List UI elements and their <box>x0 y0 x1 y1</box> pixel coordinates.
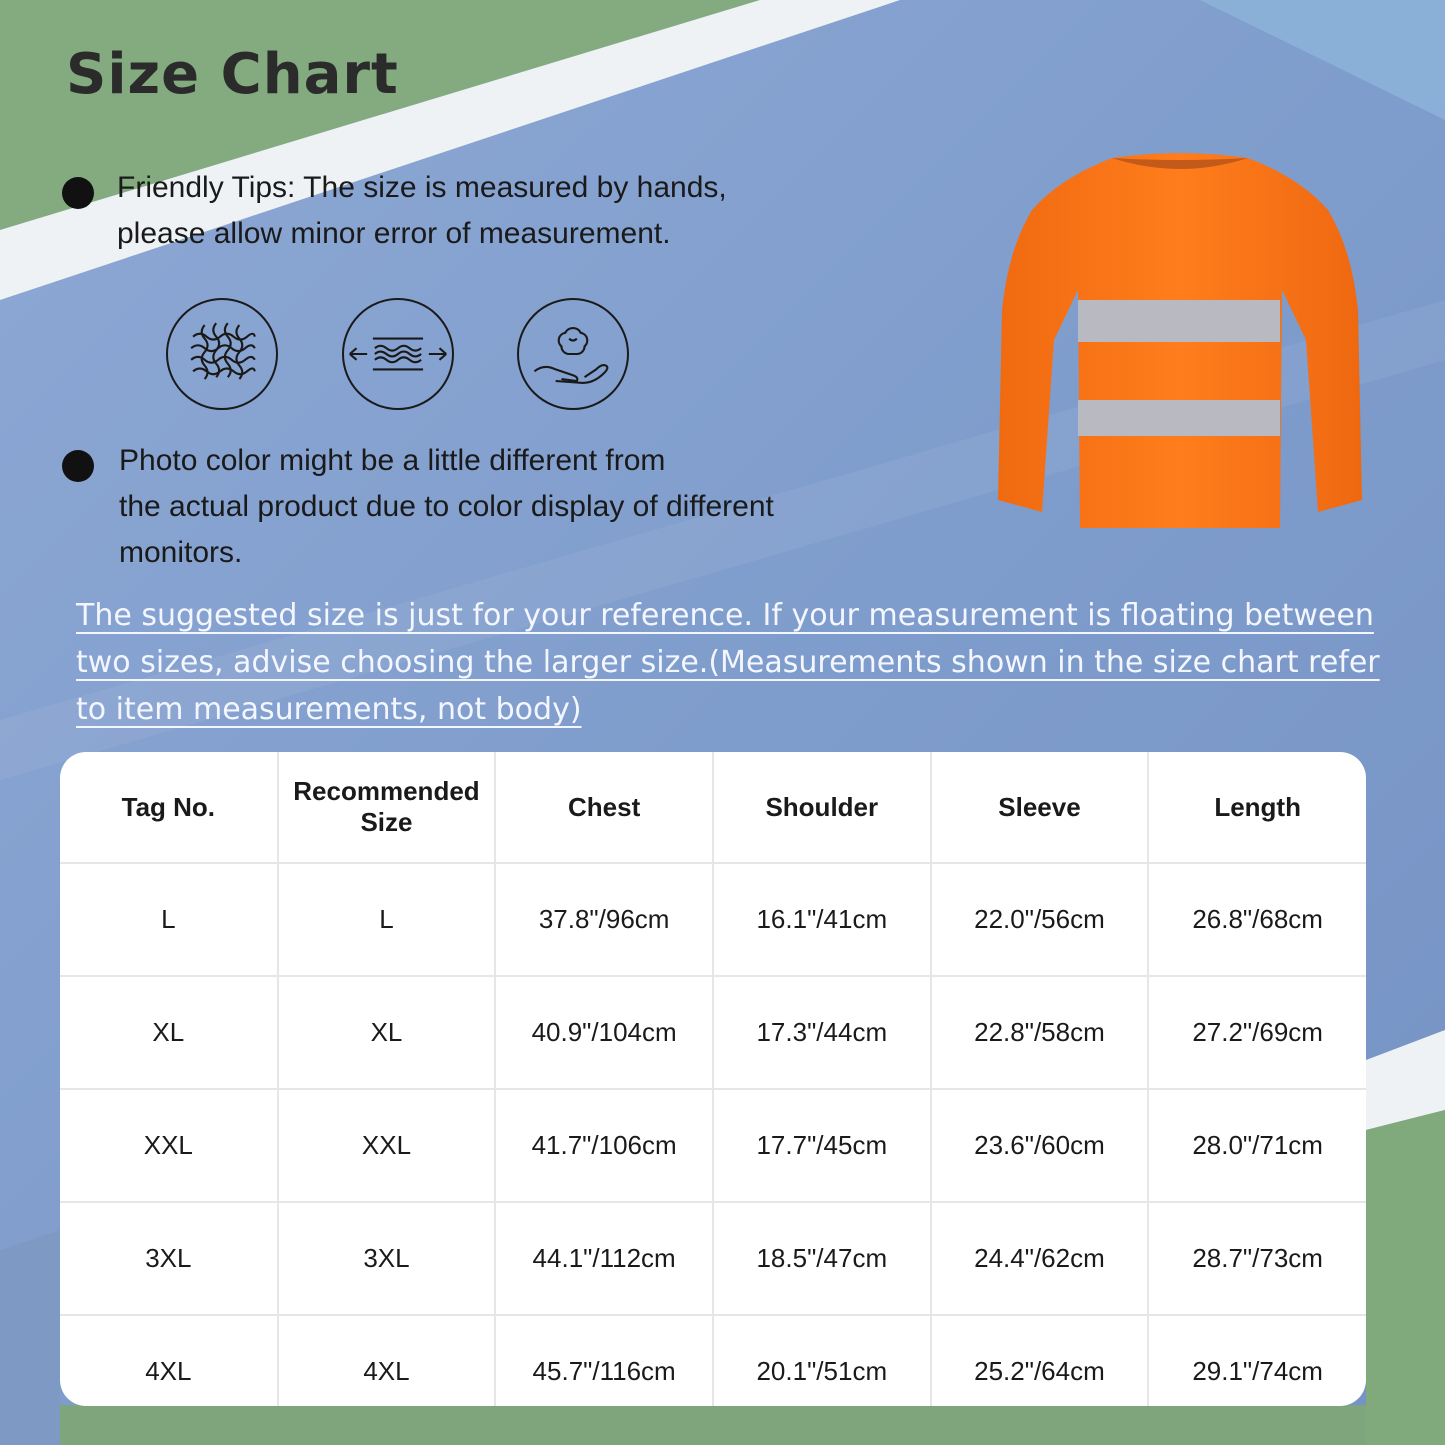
breathable-mesh-icon <box>166 298 278 410</box>
cell-chest: 44.1"/112cm <box>495 1202 713 1315</box>
cell-shoulder: 17.3"/44cm <box>713 976 931 1089</box>
cell-shoulder: 17.7"/45cm <box>713 1089 931 1202</box>
cell-chest: 41.7"/106cm <box>495 1089 713 1202</box>
tip-line: Friendly Tips: The size is measured by hands, <box>117 171 727 204</box>
cell-recommended-size: XL <box>278 976 496 1089</box>
header-length: Length <box>1148 752 1366 863</box>
header-chest: Chest <box>495 752 713 863</box>
table-row <box>60 976 1366 1089</box>
cell-shoulder: 16.1"/41cm <box>713 863 931 976</box>
cell-recommended-size: L <box>278 863 496 976</box>
cell-recommended-size: 4XL <box>278 1315 496 1406</box>
cell-sleeve: 22.8"/58cm <box>931 976 1149 1089</box>
stretch-fabric-icon <box>342 298 454 410</box>
cell-length: 28.0"/71cm <box>1148 1089 1366 1202</box>
bullet-icon <box>62 177 94 209</box>
header-recommended-size: Recommended Size <box>278 752 496 863</box>
header-sleeve: Sleeve <box>931 752 1149 863</box>
cell-shoulder: 18.5"/47cm <box>713 1202 931 1315</box>
cell-length: 28.7"/73cm <box>1148 1202 1366 1315</box>
size-table <box>60 752 1366 1406</box>
cell-recommended-size: XXL <box>278 1089 496 1202</box>
tip-line: monitors. <box>119 536 243 569</box>
table-row <box>60 863 1366 976</box>
cell-sleeve: 23.6"/60cm <box>931 1089 1149 1202</box>
cell-length: 29.1"/74cm <box>1148 1315 1366 1406</box>
cell-chest: 40.9"/104cm <box>495 976 713 1089</box>
cell-shoulder: 20.1"/51cm <box>713 1315 931 1406</box>
tip-line: Photo color might be a little different from <box>119 444 666 477</box>
table-row <box>60 1202 1366 1315</box>
product-shirt-image <box>980 140 1380 540</box>
cell-tag-no: XXL <box>60 1089 278 1202</box>
notice-line: two sizes, advise choosing the larger size.(Measurements shown in the size chart refer <box>76 645 1380 680</box>
notice-line: to item measurements, not body) <box>76 692 582 727</box>
cell-sleeve: 24.4"/62cm <box>931 1202 1149 1315</box>
bullet-icon <box>62 450 94 482</box>
table-header-row <box>60 752 1366 863</box>
cell-sleeve: 22.0"/56cm <box>931 863 1149 976</box>
cell-recommended-size: 3XL <box>278 1202 496 1315</box>
table-row <box>60 1315 1366 1406</box>
size-table-card <box>60 752 1366 1406</box>
cell-tag-no: 3XL <box>60 1202 278 1315</box>
tip-line: please allow minor error of measurement. <box>117 217 671 250</box>
cell-sleeve: 25.2"/64cm <box>931 1315 1149 1406</box>
cell-tag-no: XL <box>60 976 278 1089</box>
header-shoulder: Shoulder <box>713 752 931 863</box>
size-notice <box>76 592 1380 733</box>
notice-line: The suggested size is just for your reference. If your measurement is floating between <box>76 598 1374 633</box>
header-tag-no: Tag No. <box>60 752 278 863</box>
cell-tag-no: L <box>60 863 278 976</box>
cell-length: 26.8"/68cm <box>1148 863 1366 976</box>
cell-tag-no: 4XL <box>60 1315 278 1406</box>
tip-line: the actual product due to color display of different <box>119 490 774 523</box>
cell-length: 27.2"/69cm <box>1148 976 1366 1089</box>
table-row <box>60 1089 1366 1202</box>
cell-chest: 45.7"/116cm <box>495 1315 713 1406</box>
color-tip <box>119 438 774 576</box>
soft-cotton-icon <box>517 298 629 410</box>
page-title: Size Chart <box>66 42 399 107</box>
cell-chest: 37.8"/96cm <box>495 863 713 976</box>
friendly-tip <box>117 165 727 257</box>
